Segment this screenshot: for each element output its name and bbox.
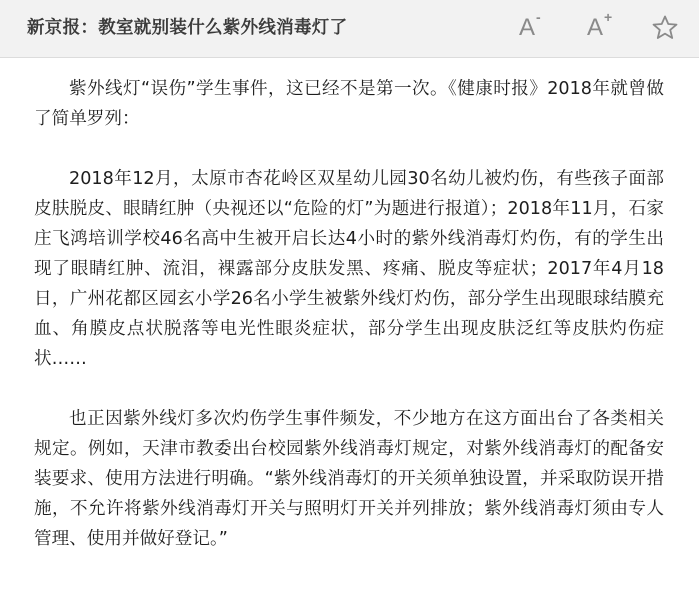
font-increase-mark: + bbox=[604, 9, 613, 25]
font-decrease-icon[interactable] bbox=[517, 9, 551, 44]
paragraph-1: 紫外线灯“误伤”学生事件，这已经不是第一次。《健康时报》2018年就曾做了简单罗列： bbox=[34, 79, 664, 129]
article-body bbox=[34, 74, 664, 584]
paragraph-3: 也正因紫外线灯多次灼伤学生事件频发，不少地方在这方面出台了各类相关规定。例如，天津市教委出台校园紫外线消毒灯规定，对紫外线消毒灯的配备安装要求、使用方法进行明确。“紫外线消毒灯的开关须单独设置，并采取防误开措施，不允许将紫外线消毒灯开关与照明灯开关并列排放；紫外线消毒灯须由专人管理、使用并做好登记。” bbox=[34, 409, 664, 549]
star-icon[interactable] bbox=[651, 14, 679, 46]
font-decrease-glyph: A bbox=[519, 14, 536, 41]
star-icon-svg bbox=[651, 14, 679, 42]
font-decrease-mark: - bbox=[536, 9, 541, 25]
paragraph-2: 2018年12月，太原市杏花岭区双星幼儿园30名幼儿被灼伤，有些孩子面部皮肤脱皮、眼睛红肿（央视还以“危险的灯”为题进行报道）；2018年11月，石家庄飞鸿培训学校46名高中生被开启长达4小时的紫外线消毒灯灼伤，有的学生出现了眼睛红肿、流泪，裸露部分皮肤发黑、疼痛、脱皮等症状；2017年4月18日，广州花都区园玄小学26名小学生被紫外线灯灼伤，部分学生出现眼球结膜充血、角膜皮点状脱落等电光性眼炎症状，部分学生出现皮肤泛红等皮肤灼伤症状…… bbox=[34, 169, 664, 369]
font-increase-icon[interactable] bbox=[585, 9, 619, 44]
font-increase-glyph: A bbox=[587, 14, 604, 41]
article-title: 新京报：教室就别装什么紫外线消毒灯了 bbox=[27, 18, 348, 38]
top-toolbar bbox=[0, 0, 699, 58]
